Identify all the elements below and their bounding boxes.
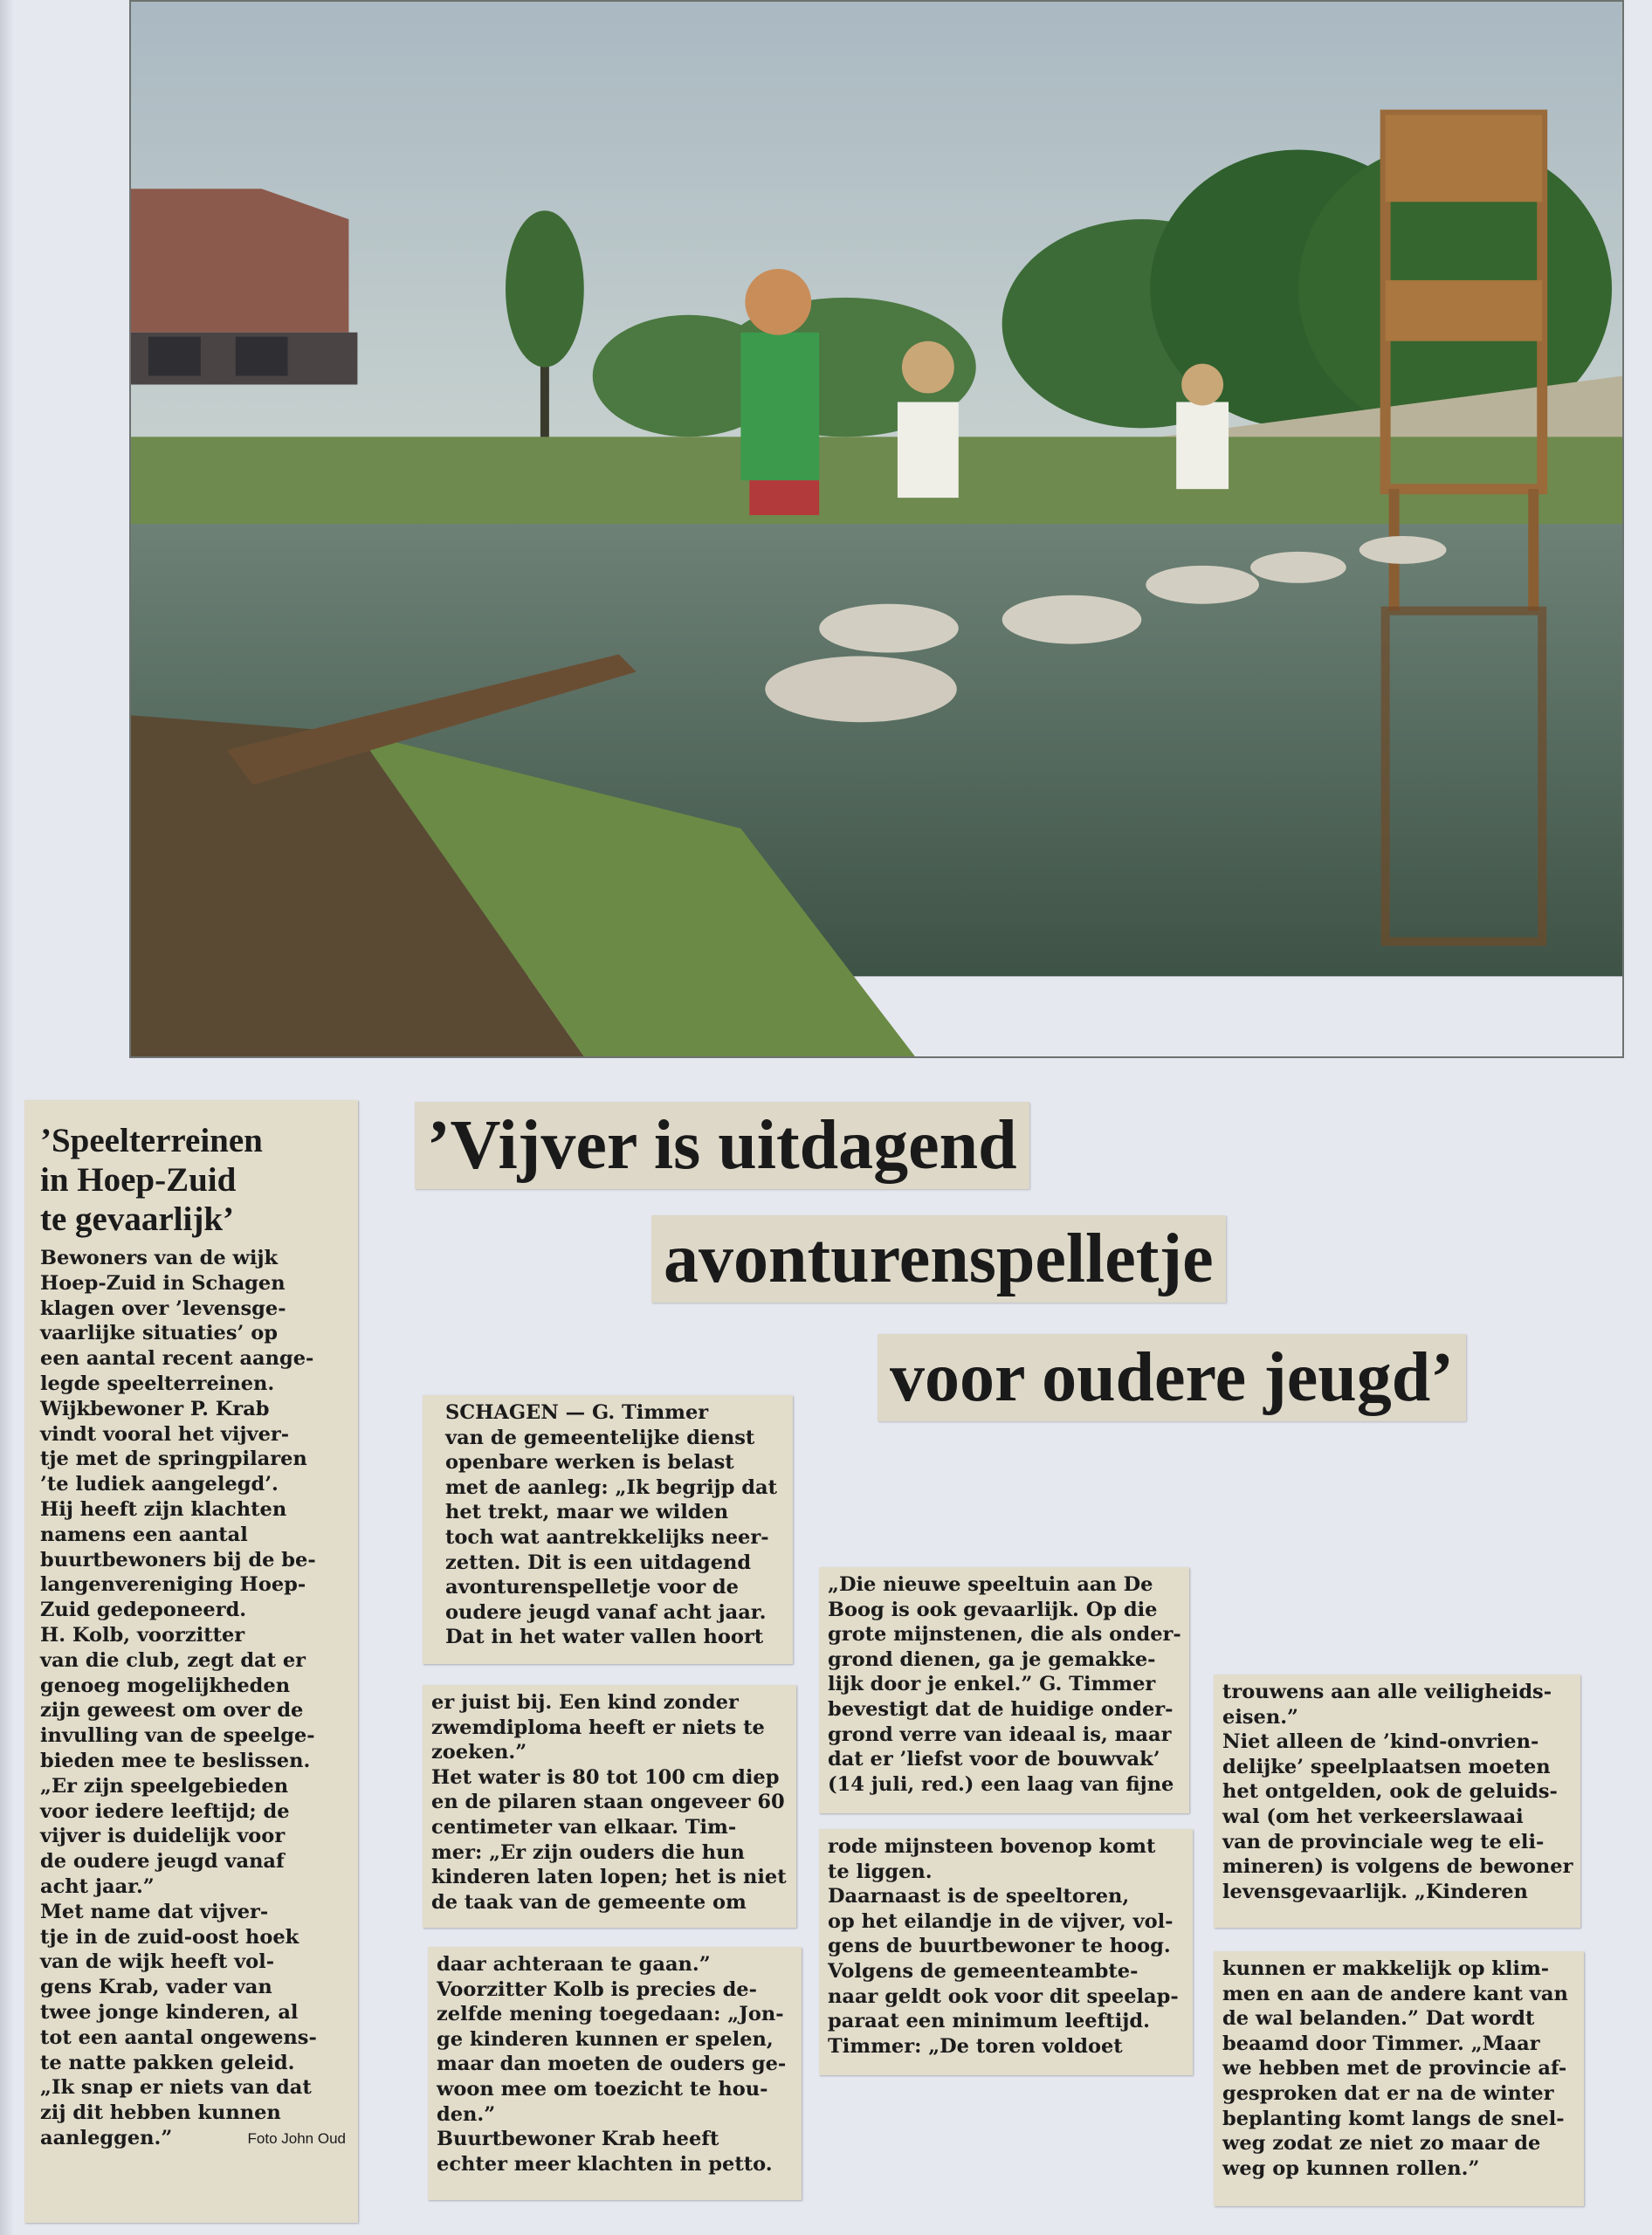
sidebar-title: ’Speelterreinen in Hoep-Zuid te gevaarlijk’ bbox=[40, 1122, 263, 1238]
news-photo bbox=[129, 0, 1624, 1058]
col2-block-1-text: SCHAGEN — G. Timmer van de gemeentelijke dienst openbare werken is belast met de aanleg: „Ik begrijp dat het trekt, maar we wilden toch wat aantrekkelijks neer- zetten. Dit is een uitdagend avonturenspelletje voor de oudere jeugd vanaf acht jaar. Dat in het water vallen hoort bbox=[445, 1401, 777, 1649]
col2-block-3 bbox=[428, 1947, 802, 2200]
headline-line-3: voor oudere jeugd’ bbox=[878, 1334, 1466, 1421]
col2-block-1 bbox=[423, 1395, 793, 1664]
page-edge bbox=[0, 0, 14, 2235]
col2-block-2-text: er juist bij. Een kind zonder zwemdiploma heeft er niets te zoeken.” Het water is 80 tot 100 cm diep en de pilaren staan ongeveer 60 centimeter van elkaar. Tim- mer: „Er zijn ouders die hun kinderen laten lopen; het is niet de taak van de gemeente om bbox=[431, 1691, 787, 1914]
sidebar-body: Bewoners van de wijk Hoep-Zuid in Schagen klagen over ’levensge- vaarlijke situaties’ op een aantal recent aange- legde speelterreinen. Wijkbewoner P. Krab vindt vooral het vijver- tje met de springpilaren ’te ludiek aangelegd’. Hij heeft zijn klachten namens een aantal buurtbewoners bij de be- langenvereniging Hoep- Zuid gedeponeerd. H. Kolb, voorzitter van die club, zegt dat er genoeg mogelijkheden zijn geweest om over de invulling van de speelge- bieden mee te beslissen. „Er zijn speelgebieden voor iedere leeftijd; de vijver is duidelijk voor de oudere jeugd vanaf acht jaar.” Met name dat vijver- tje in de zuid-oost hoek van de wijk heeft vol- gens Krab, vader van twee jonge kinderen, al tot een aantal ongewens- te natte pakken geleid. „Ik snap er niets van dat zij dit hebben kunnen aanleggen.” bbox=[40, 1247, 317, 2149]
sidebar-article bbox=[24, 1100, 358, 2223]
col4-block-2-text: kunnen er makkelijk op klim- men en aan de andere kant van de wal belanden.” Dat wordt beaamd door Timmer. „Maar we hebben met de provincie af- gesproken dat er na de winter beplanting komt langs de snel- weg zodat ze niet zo maar de weg op kunnen rollen.” bbox=[1222, 1957, 1568, 2180]
col2-block-2 bbox=[423, 1685, 796, 1928]
col2-block-3-text: daar achteraan te gaan.” Voorzitter Kolb is precies de- zelfde mening toegedaan: „Jon- ge kinderen kunnen er spelen, maar dan moeten de ouders ge- woon mee om toezicht te hou- den.” Buurtbewoner Krab heeft echter meer klachten in petto. bbox=[437, 1953, 787, 2176]
col3-block-2-text: rode mijnsteen bovenop komt te liggen. Daarnaast is de speeltoren, op het eilandje in de vijver, vol- gens de buurtbewoner te hoog. Volgens de gemeenteambte- naar geldt ook voor dit speelap- paraat een minimum leeftijd. Timmer: „De toren voldoet bbox=[828, 1835, 1179, 2058]
col4-block-1-text: trouwens aan alle veiligheids- eisen.” Niet alleen de ’kind-onvrien- delijke’ speelplaatsen moeten het ontgelden, ook de geluids- wal (om het verkeerslawaai van de provinciale weg te eli- mineren) is volgens de bewoner levensgevaarlijk. „Kinderen bbox=[1222, 1681, 1573, 1903]
col4-block-1 bbox=[1214, 1675, 1580, 1928]
col3-block-1-text: „Die nieuwe speeltuin aan De Boog is ook gevaarlijk. Op die grote mijnstenen, die als onder- grond dienen, ga je gemakke- lijk door je enkel.” G. Timmer bevestigt dat de huidige onder- grond verre van ideaal is, maar dat er ’liefst voor de bouwvak’ (14 juli, red.) een laag van fijne bbox=[828, 1573, 1181, 1796]
headline-line-2: avonturenspelletje bbox=[651, 1215, 1226, 1303]
headline-line-1: ’Vijver is uitdagend bbox=[415, 1102, 1029, 1189]
col4-block-2 bbox=[1214, 1951, 1584, 2206]
photo-credit: Foto John Oud bbox=[247, 2129, 346, 2147]
photo-image bbox=[131, 2, 1622, 1056]
col3-block-2 bbox=[819, 1829, 1193, 2075]
col3-block-1 bbox=[819, 1567, 1189, 1813]
